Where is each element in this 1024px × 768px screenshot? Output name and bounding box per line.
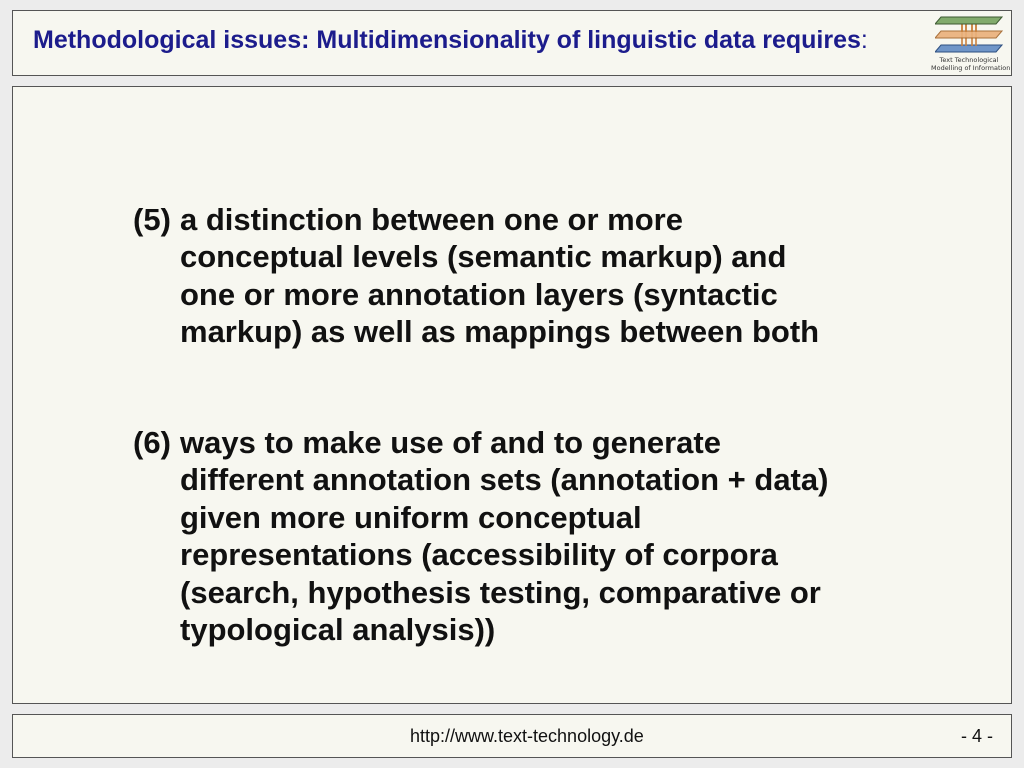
text-line: markup) as well as mappings between both bbox=[180, 314, 820, 350]
page-number: - 4 - bbox=[960, 726, 993, 746]
footer-panel bbox=[12, 714, 1012, 758]
list-item-text bbox=[180, 424, 828, 648]
text-line: representations (accessibility of corpora bbox=[180, 537, 778, 573]
text-line: typological analysis)) bbox=[180, 612, 496, 648]
list-item-5 bbox=[133, 201, 819, 351]
slide-title-text: Methodological issues: Multidimensionality of linguistic data requires bbox=[33, 26, 861, 54]
list-item-text bbox=[180, 201, 819, 351]
footer-url: http://www.text-technology.de bbox=[410, 726, 644, 746]
text-line: ways to make use of and to generate bbox=[180, 425, 721, 460]
list-item-label: (6) bbox=[133, 425, 171, 460]
slide-title bbox=[33, 25, 868, 55]
content-panel bbox=[12, 86, 1012, 704]
layered-planes-logo-icon bbox=[935, 15, 1003, 55]
text-line: given more uniform conceptual bbox=[180, 499, 642, 535]
list-item-label: (5) bbox=[133, 202, 171, 237]
text-line: (search, hypothesis testing, comparative or bbox=[180, 574, 821, 610]
header-panel bbox=[12, 10, 1012, 76]
logo-text-line1: Text Technological bbox=[939, 56, 999, 64]
text-line: a distinction between one or more bbox=[180, 202, 683, 237]
list-item-6 bbox=[133, 424, 828, 648]
logo-text-line2: Modelling of Information bbox=[931, 63, 1011, 72]
text-line: one or more annotation layers (syntactic bbox=[180, 276, 778, 312]
text-line: conceptual levels (semantic markup) and bbox=[180, 239, 787, 275]
logo bbox=[931, 15, 1011, 72]
slide-title-colon: : bbox=[860, 26, 868, 54]
text-line: different annotation sets (annotation + data) bbox=[180, 462, 829, 498]
